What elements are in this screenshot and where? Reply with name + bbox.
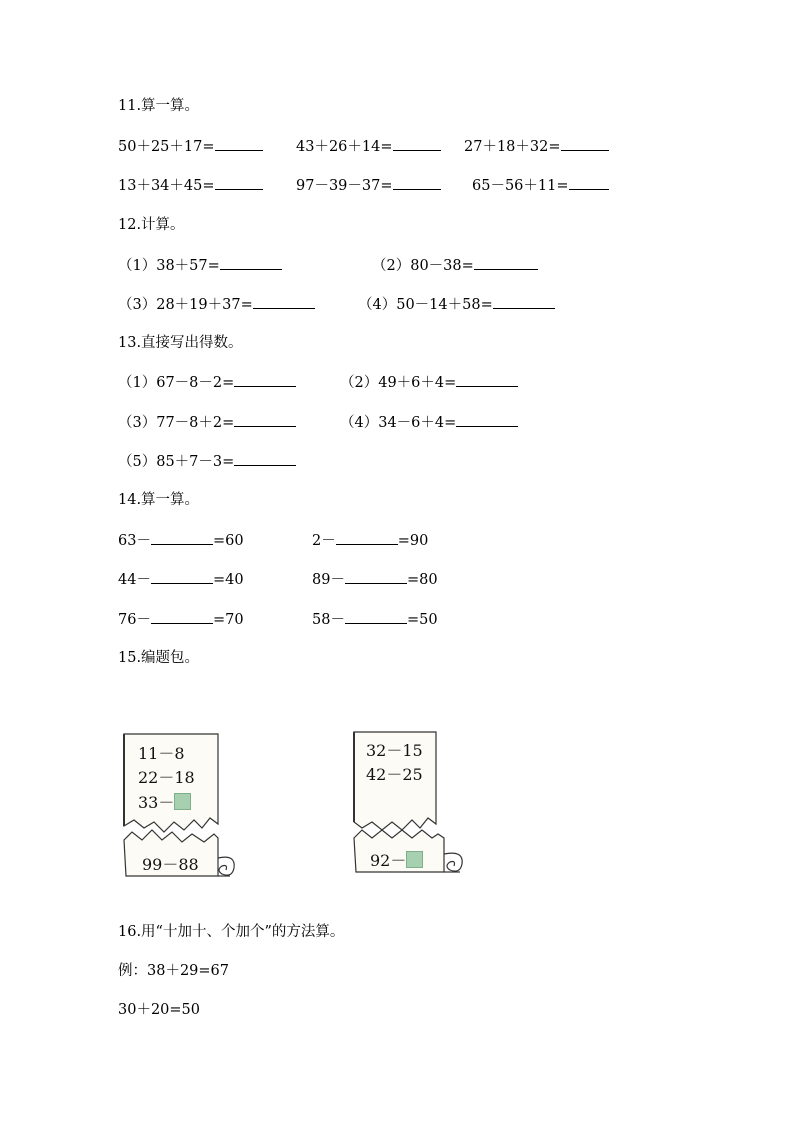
green-blank-box[interactable] [406, 851, 423, 868]
answer-blank[interactable] [234, 412, 296, 427]
q14-row2-b: 89－ =80 [312, 569, 438, 590]
answer-blank[interactable] [253, 294, 315, 309]
answer-blank[interactable] [569, 175, 609, 190]
q14-row2-a: 44－ =40 [118, 569, 244, 590]
answer-blank[interactable] [151, 609, 213, 624]
q11-title: 11.算一算。 [118, 98, 200, 114]
answer-blank[interactable] [493, 294, 555, 309]
pack-line-1: 11－8 [138, 744, 185, 763]
answer-blank[interactable] [345, 569, 407, 584]
green-blank-box[interactable] [174, 793, 191, 810]
right-problem-pack [348, 726, 470, 881]
q12-item-4: （4）50－14＋58= [358, 294, 555, 315]
q12-title: 12.计算。 [118, 217, 185, 233]
q16-title: 16.用“十加十、个加个”的方法算。 [118, 924, 345, 940]
q13-item-4: （4）34－6＋4= [340, 412, 518, 433]
q11-item-1: 50＋25＋17= [118, 136, 263, 157]
q13-item-1: （1）67－8－2= [118, 372, 296, 393]
answer-blank[interactable] [151, 569, 213, 584]
q13-item-5: （5）85＋7－3= [118, 451, 296, 472]
answer-blank[interactable] [234, 451, 296, 466]
q11-item-2: 43＋26＋14= [296, 136, 441, 157]
answer-blank[interactable] [151, 530, 213, 545]
q16-example: 例：38＋29=67 [118, 963, 230, 979]
answer-blank[interactable] [393, 136, 441, 151]
q14-row3-a: 76－ =70 [118, 609, 244, 630]
q12-item-2: （2）80－38= [372, 255, 538, 276]
answer-blank[interactable] [215, 175, 263, 190]
answer-blank[interactable] [474, 255, 538, 270]
answer-blank[interactable] [345, 609, 407, 624]
q14-row1-b: 2－ =90 [312, 530, 428, 551]
answer-blank[interactable] [220, 255, 282, 270]
q14-row3-b: 58－ =50 [312, 609, 438, 630]
q12-item-1: （1）38＋57= [118, 255, 282, 276]
pack-bottom: 99－88 [142, 855, 199, 874]
answer-blank[interactable] [561, 136, 609, 151]
q13-item-3: （3）77－8＋2= [118, 412, 296, 433]
q14-title: 14.算一算。 [118, 492, 200, 508]
answer-blank[interactable] [215, 136, 263, 151]
answer-blank[interactable] [393, 175, 441, 190]
answer-blank[interactable] [234, 372, 296, 387]
left-problem-pack [118, 728, 240, 883]
pack-line-1: 32－15 [366, 741, 423, 760]
pack-bottom: 92－ [370, 848, 423, 871]
q11-item-5: 97－39－37= [296, 175, 441, 196]
answer-blank[interactable] [456, 372, 518, 387]
pack-line-2: 42－25 [366, 765, 423, 784]
q15-title: 15.编题包。 [118, 650, 200, 666]
q13-item-2: （2）49＋6＋4= [340, 372, 518, 393]
q14-row1-a: 63－ =60 [118, 530, 244, 551]
answer-blank[interactable] [456, 412, 518, 427]
q16-line: 30＋20=50 [118, 1002, 201, 1018]
q12-item-3: （3）28＋19＋37= [118, 294, 315, 315]
q11-item-3: 27＋18＋32= [464, 136, 609, 157]
q11-item-4: 13＋34＋45= [118, 175, 263, 196]
q13-title: 13.直接写出得数。 [118, 335, 243, 351]
pack-line-3: 33－ [138, 790, 191, 813]
pack-line-2: 22－18 [138, 768, 195, 787]
q11-item-6: 65－56＋11= [472, 175, 609, 196]
answer-blank[interactable] [336, 530, 398, 545]
